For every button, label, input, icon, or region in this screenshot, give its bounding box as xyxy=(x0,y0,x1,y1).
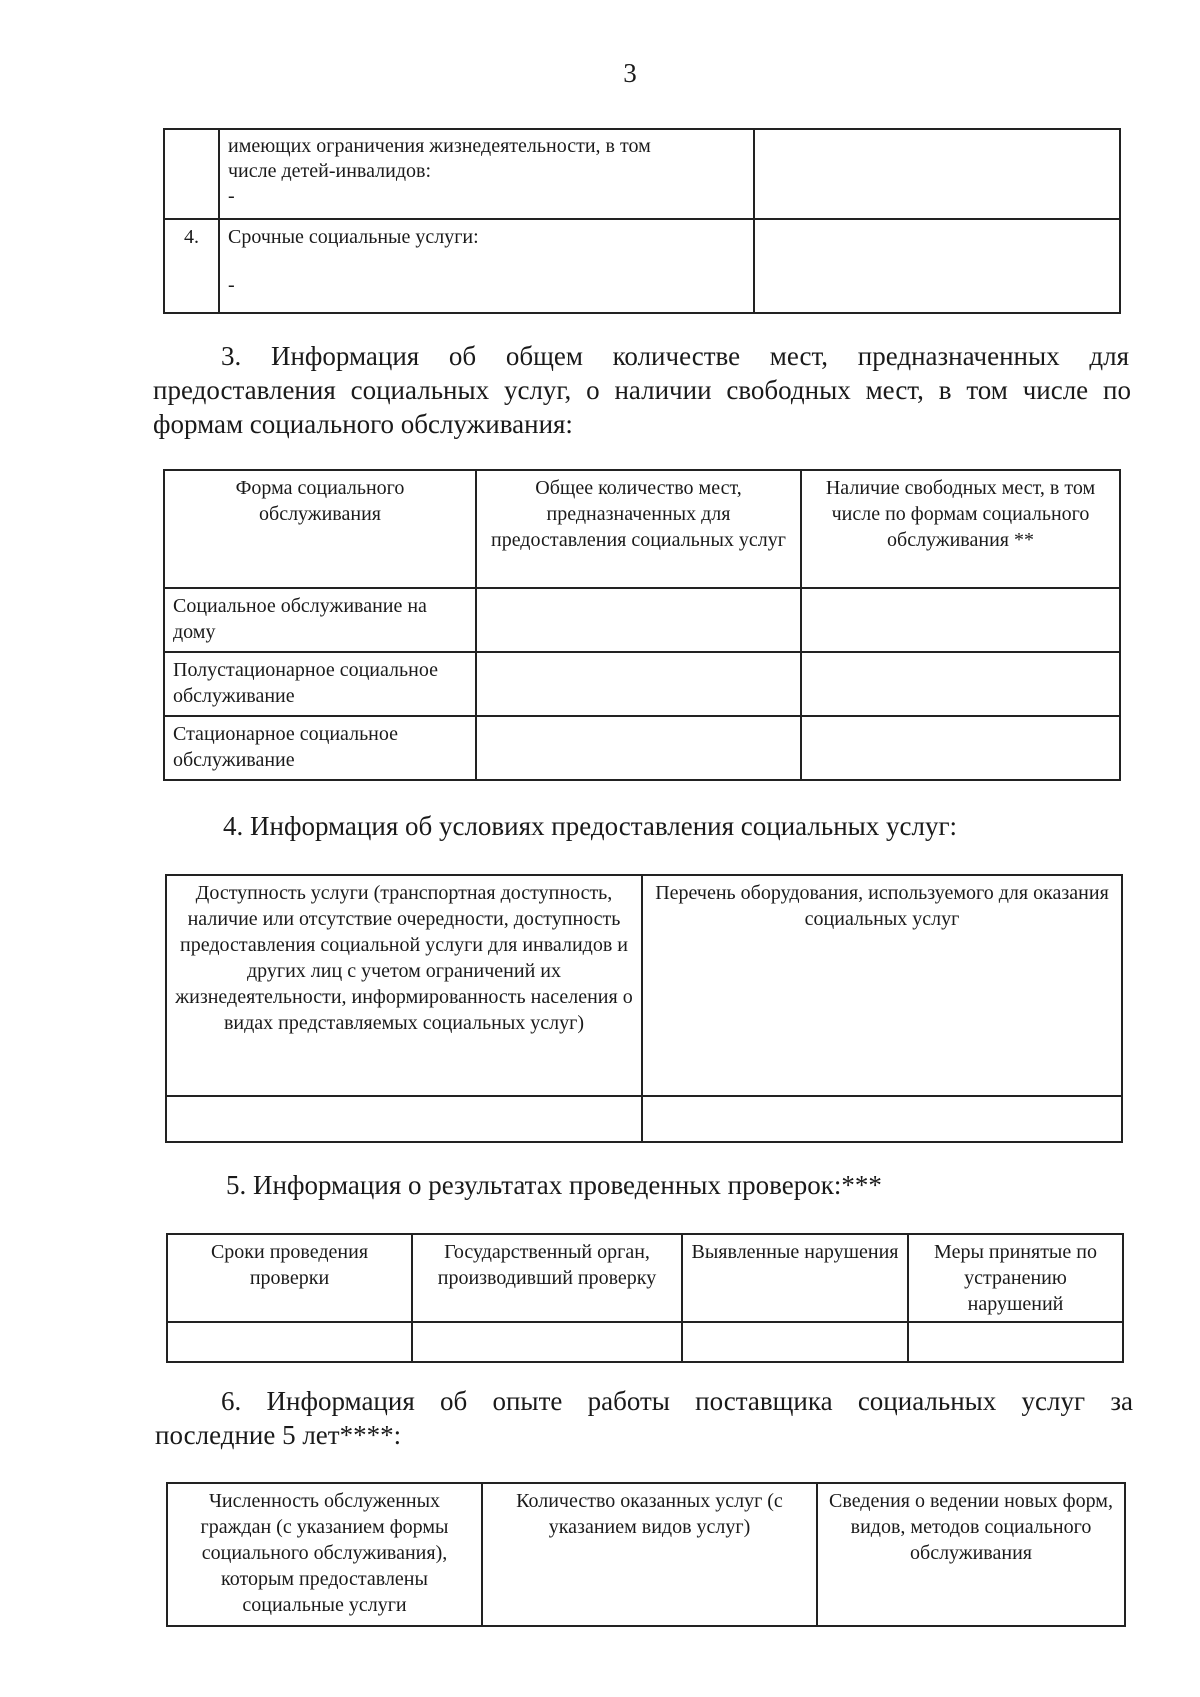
section-3-line-1: 3. Информация об общем количестве мест, предназначенных для xyxy=(221,341,1129,371)
conditions-table xyxy=(165,874,1123,1143)
section-6-line-2: последние 5 лет****: xyxy=(155,1420,402,1450)
column-header: Меры принятые по устранению нарушений xyxy=(908,1234,1123,1322)
row-text-line: числе детей-инвалидов: xyxy=(228,160,432,182)
row-text-line: имеющих ограничения жизнедеятельности, в том xyxy=(228,135,651,157)
experience-table xyxy=(166,1482,1126,1627)
column-header: Наличие свободных мест, в том числе по формам социального обслуживания ** xyxy=(801,470,1120,588)
column-header: Численность обслуженных граждан (с указанием формы социального обслуживания), которым предоставлены социальные услуги xyxy=(167,1483,482,1626)
total-places-cell xyxy=(476,652,801,716)
section-3-line-2: предоставления социальных услуг, о наличии свободных мест, в том числе по xyxy=(153,375,1131,405)
services-table-continued xyxy=(163,128,1121,314)
row-value-cell xyxy=(754,219,1120,313)
row-value-cell xyxy=(754,129,1120,219)
total-places-cell xyxy=(476,716,801,780)
inspection-dates-cell xyxy=(167,1322,412,1362)
column-header: Сроки проведения проверки xyxy=(167,1234,412,1322)
service-form-cell: Стационарное социальное обслуживание xyxy=(164,716,476,780)
page-number: 3 xyxy=(623,58,637,88)
row-text-cell xyxy=(219,129,754,219)
row-number-cell xyxy=(164,129,219,219)
column-header: Общее количество мест, предназначенных для предоставления социальных услуг xyxy=(476,470,801,588)
column-header: Форма социального обслуживания xyxy=(164,470,476,588)
row-text-cell xyxy=(219,219,754,313)
free-places-cell xyxy=(801,588,1120,652)
availability-cell xyxy=(166,1096,642,1142)
column-header: Доступность услуги (транспортная доступность, наличие или отсутствие очередности, доступность предоставления социальной услуги для инвалидов и других лиц с учетом ограничений их жизнедеятельности, информированность населения о видах представляемых социальных услуг) xyxy=(166,875,642,1096)
column-header: Количество оказанных услуг (с указанием видов услуг) xyxy=(482,1483,817,1626)
section-3-line-3: формам социального обслуживания: xyxy=(153,409,573,439)
section-4-title: 4. Информация об условиях предоставления социальных услуг: xyxy=(223,811,958,841)
inspections-table xyxy=(166,1233,1124,1363)
urgent-services-label: Срочные социальные услуги: xyxy=(228,226,479,248)
row-text-line: - xyxy=(228,185,235,207)
free-places-cell xyxy=(801,716,1120,780)
places-table xyxy=(163,469,1121,781)
column-header: Выявленные нарушения xyxy=(682,1234,908,1322)
measures-cell xyxy=(908,1322,1123,1362)
urgent-services-value: - xyxy=(228,274,235,296)
service-form-cell: Социальное обслуживание на дому xyxy=(164,588,476,652)
inspecting-body-cell xyxy=(412,1322,682,1362)
service-form-cell: Полустационарное социальное обслуживание xyxy=(164,652,476,716)
column-header: Государственный орган, производивший проверку xyxy=(412,1234,682,1322)
section-6-line-1: 6. Информация об опыте работы поставщика социальных услуг за xyxy=(221,1386,1133,1416)
column-header: Перечень оборудования, используемого для оказания социальных услуг xyxy=(642,875,1122,1096)
row-number-cell: 4. xyxy=(164,219,219,313)
column-header: Сведения о ведении новых форм, видов, методов социального обслуживания xyxy=(817,1483,1125,1626)
free-places-cell xyxy=(801,652,1120,716)
section-5-title: 5. Информация о результатах проведенных проверок:*** xyxy=(226,1170,882,1200)
equipment-cell xyxy=(642,1096,1122,1142)
violations-cell xyxy=(682,1322,908,1362)
total-places-cell xyxy=(476,588,801,652)
